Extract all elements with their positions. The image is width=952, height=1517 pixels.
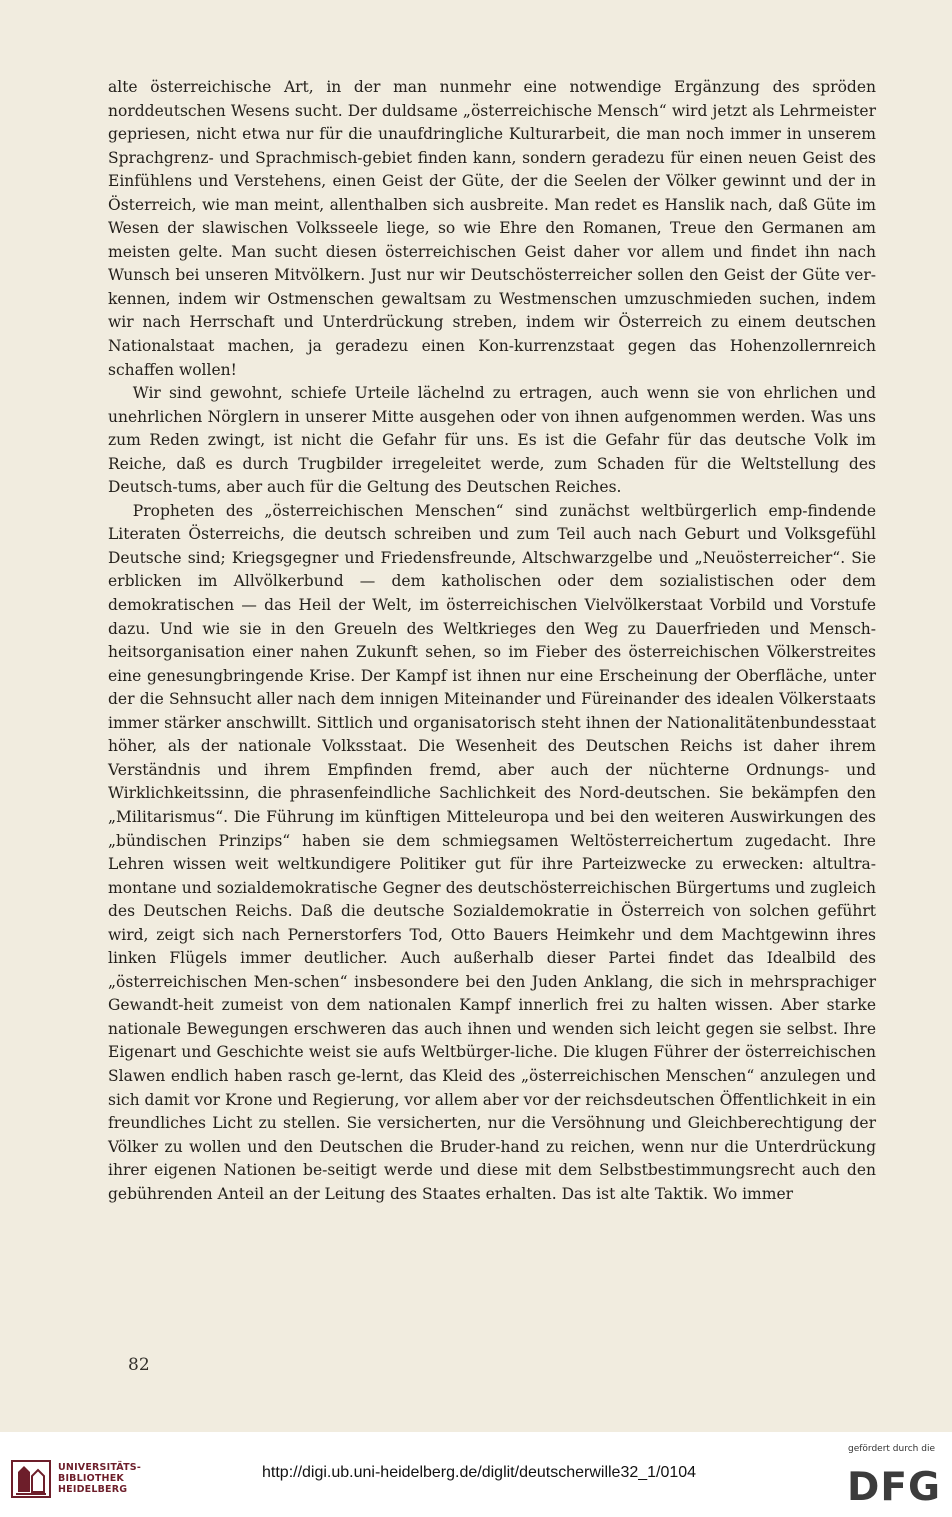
library-name: UNIVERSITÄTS- BIBLIOTHEK HEIDELBERG <box>58 1462 141 1495</box>
body-text <box>108 76 876 1206</box>
university-library-logo-icon <box>10 1458 52 1500</box>
paragraph-3: Propheten des „österreichischen Menschen“ sind zunächst weltbürgerlich emp-findende Literaten Österreichs, die deutsch schreiben und zum Teil auch nach Geburt und Volksgefühl Deutsche sind; Kriegsgegner und Friedensfreunde, Altschwarzgelbe und „Neuösterreicher“. Sie erblicken im Allvölkerbund — dem katholischen oder dem sozialistischen oder dem demokratischen — das Heil der Welt, im österreichischen Vielvölkerstaat Vorbild und Vorstufe dazu. Und wie sie in den Greueln des Weltkrieges den Weg zu Dauerfrieden und Mensch-heitsorganisation einer nahen Zukunft sehen, so im Fieber des österreichischen Völkerstreites eine genesungbringende Krise. Der Kampf ist ihnen nur eine Erscheinung der Oberfläche, unter der die Sehnsucht aller nach dem innigen Miteinander und Füreinander des idealen Völkerstaats immer stärker anschwillt. Sittlich und organisatorisch steht ihnen der Nationalitätenbundesstaat höher, als der nationale Volksstaat. Die Wesenheit des Deutschen Reichs ist daher ihrem Verständnis und ihrem Empfinden fremd, aber auch der nüchterne Ordnungs- und Wirklichkeitssinn, die phrasenfeindliche Sachlichkeit des Nord-deutschen. Sie bekämpfen den „Militarismus“. Die Führung im künftigen Mitteleuropa und bei den weiteren Auswirkungen des „bündischen Prinzips“ haben sie dem schmiegsamen Weltösterreichertum zugedacht. Ihre Lehren wissen weit weltkundigere Politiker gut für ihre Parteizwecke zu erwecken: altultra-montane und sozialdemokratische Gegner des deutschösterreichischen Bürgertums und zugleich des Deutschen Reichs. Daß die deutsche Sozialdemokratie in Österreich von solchen geführt wird, zeigt sich nach Pernerstorfers Tod, Otto Bauers Heimkehr und dem Machtgewinn ihres linken Flügels immer deutlicher. Auch außerhalb dieser Partei findet das Idealbild des „österreichischen Men-schen“ insbesondere bei den Juden Anklang, die sich in mehrsprachiger Gewandt-heit zumeist von dem nationalen Kampf innerlich frei zu halten wissen. Aber starke nationale Bewegungen erschweren das auch ihnen und wenden sich leicht gegen sie selbst. Ihre Eigenart und Geschichte weist sie aufs Weltbürger-liche. Die klugen Führer der österreichischen Slawen endlich haben rasch ge-lernt, das Kleid des „österreichischen Menschen“ anzulegen und sich damit vor Krone und Regierung, vor allem aber vor der reichsdeutschen Öffentlichkeit in ein freundliches Licht zu stellen. Sie versicherten, nur die Versöhnung und Gleichberechtigung der Völker zu wollen und den Deutschen die Bruder-hand zu reichen, wenn nur die Unterdrückung ihrer eigenen Nationen be-seitigt werde und diese mit dem Selbstbestimmungsrecht auch den gebührenden Anteil an der Leitung des Staates erhalten. Das ist alte Taktik. Wo immer <box>108 501 876 1203</box>
paragraph-1: alte österreichische Art, in der man nunmehr eine notwendige Ergänzung des spröden norddeutschen Wesens sucht. Der duldsame „österreichische Mensch“ wird jetzt als Lehrmeister gepriesen, nicht etwa nur für die unaufdringliche Kulturarbeit, die man noch immer in unserem Sprachgrenz- und Sprachmisch-gebiet finden kann, sondern geradezu für einen neuen Geist des Einfühlens und Verstehens, einen Geist der Güte, der die Seelen der Völker gewinnt und der in Österreich, wie man meint, allenthalben sich ausbreite. Man redet es Hanslik nach, daß Güte im Wesen der slawischen Volksseele liege, so wie Ehre den Romanen, Treue den Germanen am meisten gelte. Man sucht diesen österreichischen Geist daher vor allem und findet ihn nach Wunsch bei unseren Mitvölkern. Just nur wir Deutschösterreicher sollen den Geist der Güte ver-kennen, indem wir Ostmenschen gewaltsam zu Westmenschen umzuschmieden suchen, indem wir nach Herrschaft und Unterdrückung streben, indem wir Österreich zu einem deutschen Nationalstaat machen, ja geradezu einen Kon-kurrenzstaat gegen das Hohenzollernreich schaffen wollen! <box>108 78 876 379</box>
document-url[interactable]: http://digi.ub.uni-heidelberg.de/diglit/deutscherwille32_1/0104 <box>262 1464 697 1481</box>
viewer-footer <box>0 1432 952 1517</box>
dfg-logo: DFG <box>847 1465 942 1510</box>
funder-note: gefördert durch die <box>848 1444 935 1454</box>
page-number: 82 <box>128 1355 150 1375</box>
paragraph-2: Wir sind gewohnt, schiefe Urteile lächelnd zu ertragen, auch wenn sie von ehrlichen und unehrlichen Nörglern in unserer Mitte ausgehen oder von ihnen aufgenommen werden. Was uns zum Reden zwingt, ist nicht die Gefahr für uns. Es ist die Gefahr für das deutsche Volk im Reiche, daß es durch Trugbilder irregeleitet werde, zum Schaden für die Weltstellung des Deutsch-tums, aber auch für die Geltung des Deutschen Reiches. <box>108 384 876 497</box>
